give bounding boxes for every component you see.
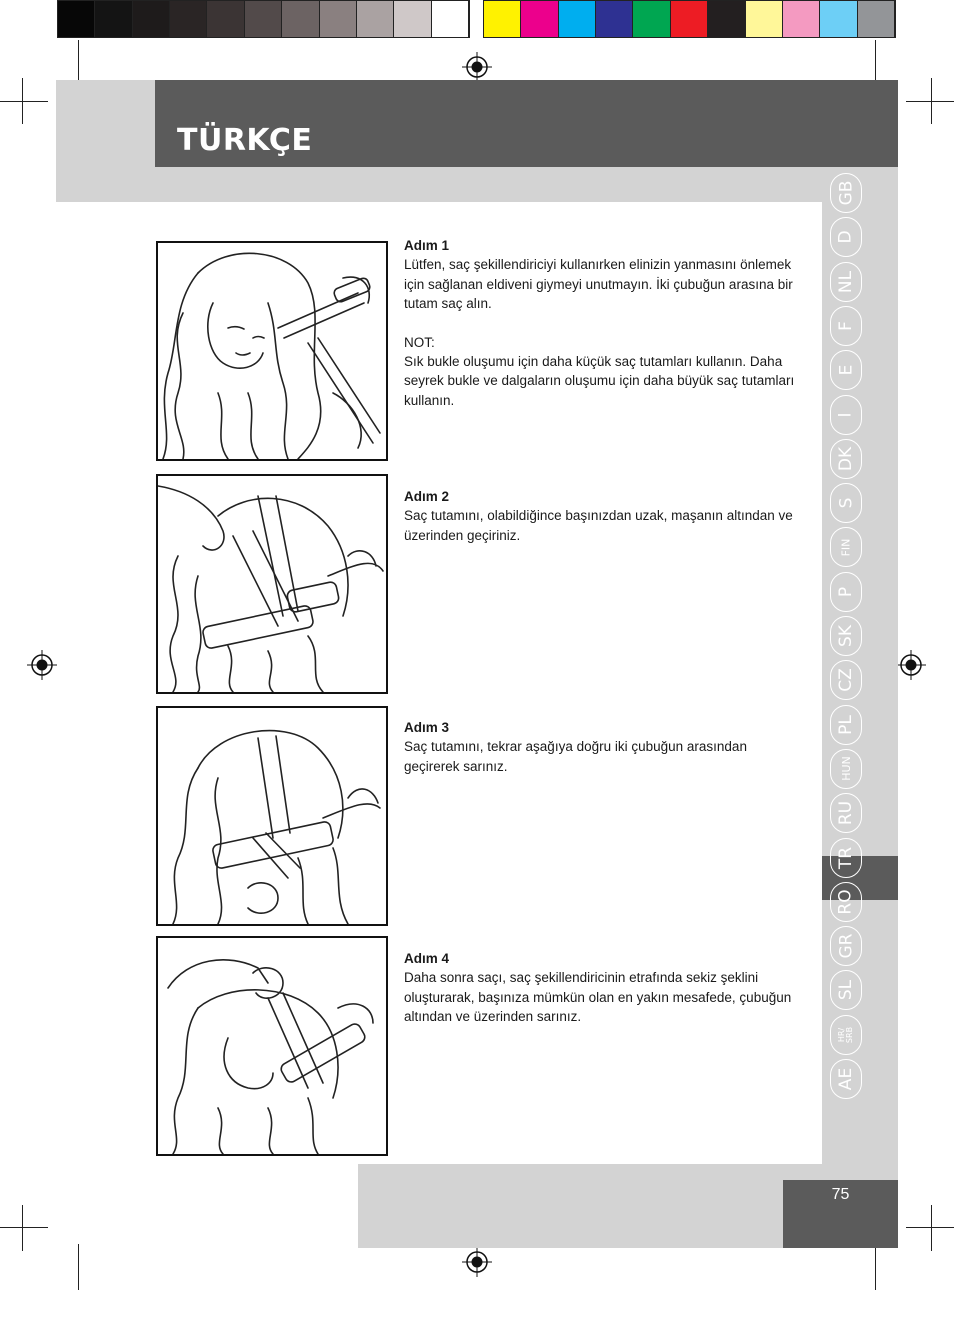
color-swatch — [783, 1, 820, 37]
step-4-text — [404, 949, 796, 1027]
language-tab-dk[interactable] — [830, 439, 862, 479]
language-tab-tr[interactable] — [830, 838, 862, 878]
color-swatch — [394, 1, 431, 37]
language-tab-nl[interactable] — [830, 262, 862, 302]
registration-mark-icon — [462, 1247, 492, 1277]
step-1-illustration — [156, 241, 388, 461]
language-tab-label: GB — [836, 180, 856, 206]
color-swatch — [58, 1, 95, 37]
step-2-title: Adım 2 — [404, 489, 450, 504]
language-tab-hrsrb[interactable] — [830, 1015, 862, 1055]
step-1-note-title: NOT: — [404, 334, 435, 350]
step-2-body: Saç tutamını, olabildiğince başınızdan uzak, maşanın altından ve üzerinden geçiriniz. — [404, 508, 793, 543]
color-swatch — [820, 1, 857, 37]
step-4-title: Adım 4 — [404, 951, 450, 966]
step-3-illustration — [156, 706, 388, 926]
language-tab-cz[interactable] — [830, 660, 862, 700]
language-tab-label: DK — [836, 446, 856, 471]
color-swatch — [95, 1, 132, 37]
language-tab-e[interactable] — [830, 350, 862, 390]
color-swatch — [484, 1, 521, 37]
language-tab-label: RO — [835, 889, 856, 915]
language-tab-label: GR — [836, 933, 856, 959]
step-2-illustration — [156, 474, 388, 694]
language-tab-label: NL — [835, 270, 856, 293]
step-1-title: Adım 1 — [404, 238, 450, 253]
language-tab-f[interactable] — [830, 306, 862, 346]
language-tab-ru[interactable] — [830, 793, 862, 833]
color-swatch — [357, 1, 394, 37]
language-tab-label: P — [835, 586, 856, 597]
crop-mark — [931, 78, 932, 124]
language-tab-hun[interactable] — [830, 749, 862, 789]
step-4-illustration — [156, 936, 388, 1156]
color-swatch — [708, 1, 745, 37]
crop-mark — [906, 1227, 954, 1228]
language-tab-label: SK — [835, 625, 856, 647]
color-swatch — [746, 1, 783, 37]
registration-mark-icon — [462, 52, 492, 82]
language-tab-label: F — [836, 321, 856, 331]
color-bar-left — [57, 0, 470, 38]
language-tab-label: SL — [835, 980, 856, 1001]
crop-mark — [78, 1244, 79, 1290]
crop-mark — [875, 1244, 876, 1290]
color-swatch — [858, 1, 895, 37]
color-bar-right — [483, 0, 896, 38]
page-title: TÜRKÇE — [177, 123, 313, 158]
language-tab-label: PL — [835, 714, 856, 735]
color-swatch — [521, 1, 558, 37]
language-tab-label: CZ — [836, 668, 856, 693]
language-tab-label: S — [835, 497, 856, 509]
color-swatch — [245, 1, 282, 37]
language-tab-label: D — [836, 230, 856, 244]
language-tab-p[interactable] — [830, 572, 862, 612]
color-swatch — [207, 1, 244, 37]
language-tab-gr[interactable] — [830, 926, 862, 966]
registration-mark-icon — [27, 650, 57, 680]
step-1-body: Lütfen, saç şekillendiriciyi kullanırken elinizin yanmasını önlemek için sağlanan eldiveni giymeyi unutmayın. İki çubuğun arasına bir tutam saç alın. — [404, 257, 793, 312]
color-swatch — [320, 1, 357, 37]
crop-mark — [22, 1205, 23, 1251]
crop-mark — [22, 78, 23, 124]
language-tab-ae[interactable] — [830, 1059, 862, 1099]
language-tab-label: RU — [835, 801, 856, 826]
language-tab-pl[interactable] — [830, 705, 862, 745]
color-swatch — [170, 1, 207, 37]
step-1-note-body: Sık bukle oluşumu için daha küçük saç tutamları kullanın. Daha seyrek bukle ve dalgaların oluşumu için daha büyük saç tutamları kullanın. — [404, 354, 795, 408]
color-swatch — [282, 1, 319, 37]
step-2-text — [404, 487, 796, 545]
language-tab-sl[interactable] — [830, 970, 862, 1010]
language-tab-label: I — [835, 411, 856, 418]
language-tab-fin[interactable] — [830, 527, 862, 567]
step-3-text — [404, 718, 796, 776]
color-swatch — [559, 1, 596, 37]
color-swatch — [596, 1, 633, 37]
color-swatch — [133, 1, 170, 37]
registration-mark-icon — [896, 650, 926, 680]
language-tab-gb[interactable] — [830, 173, 862, 213]
language-tab-s[interactable] — [830, 483, 862, 523]
language-tab-label: HR/ SRB — [837, 1026, 854, 1043]
language-tab-label: TR — [835, 846, 856, 869]
language-tab-label: E — [836, 364, 856, 376]
language-tab-ro[interactable] — [830, 882, 862, 922]
crop-mark — [0, 101, 48, 102]
crop-mark — [931, 1205, 932, 1251]
color-swatch — [432, 1, 469, 37]
title-bar — [155, 80, 898, 167]
step-1-text — [404, 236, 796, 410]
language-tab-d[interactable] — [830, 217, 862, 257]
color-swatch — [633, 1, 670, 37]
language-tab-label: HUN — [839, 756, 853, 782]
step-4-body: Daha sonra saçı, saç şekillendiricinin etrafında sekiz şeklini oluşturarak, başınıza mümkün olan en yakın mesafede, çubuğun altından ve üzerinden sarınız. — [404, 970, 792, 1025]
page-number: 75 — [831, 1186, 850, 1203]
color-swatch — [671, 1, 708, 37]
step-3-title: Adım 3 — [404, 720, 450, 735]
crop-mark — [0, 1227, 48, 1228]
step-3-body: Saç tutamını, tekrar aşağıya doğru iki çubuğun arasından geçirerek sarınız. — [404, 739, 747, 774]
crop-mark — [906, 101, 954, 102]
language-tab-label: AE — [836, 1067, 856, 1091]
language-tab-sk[interactable] — [830, 616, 862, 656]
language-tab-label: FIN — [839, 538, 853, 557]
page-number-box — [783, 1180, 898, 1248]
language-tab-i[interactable] — [830, 395, 862, 435]
